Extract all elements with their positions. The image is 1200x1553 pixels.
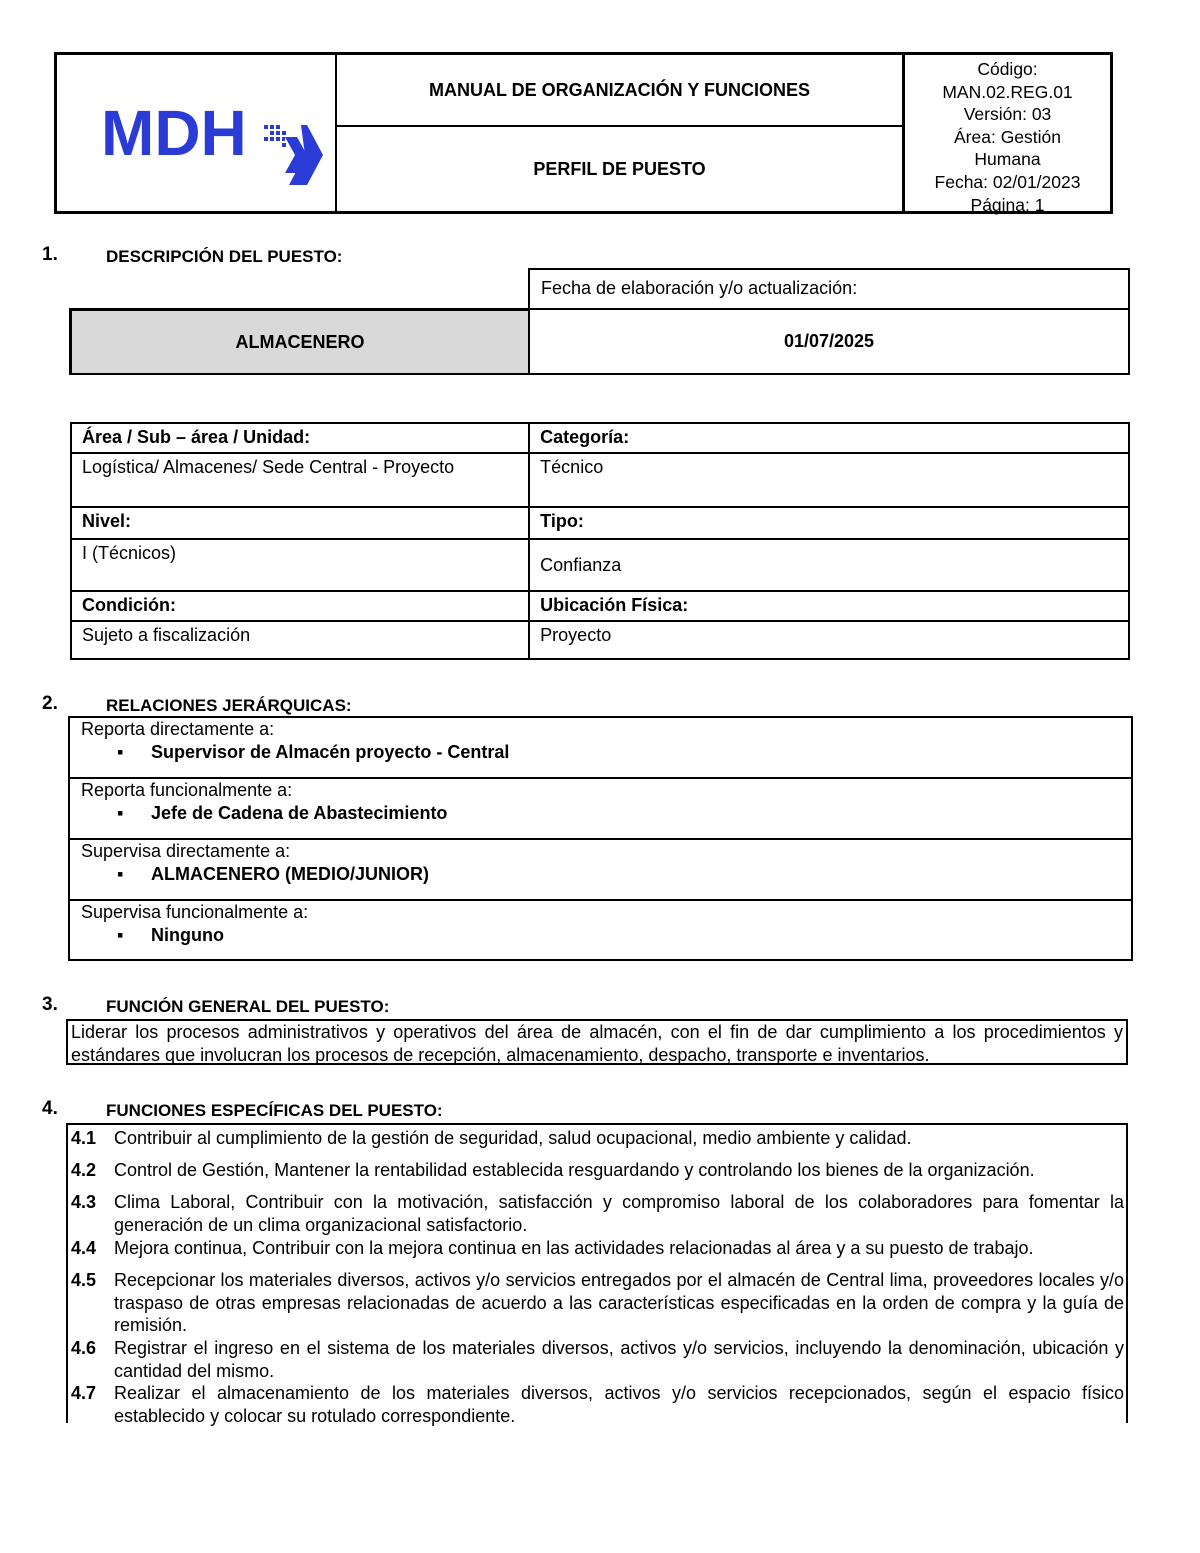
relation-row bbox=[70, 718, 1131, 779]
function-text: Mejora continua, Contribuir con la mejora continua en las actividades relacionadas al área y a su puesto de trabajo. bbox=[114, 1238, 1034, 1258]
code-label: Código: bbox=[977, 59, 1038, 79]
date-value-cell bbox=[528, 308, 1130, 375]
function-text: Contribuir al cumplimiento de la gestión de seguridad, salud ocupacional, medio ambiente y calidad. bbox=[114, 1128, 912, 1148]
doc-date: Fecha: 02/01/2023 bbox=[934, 171, 1081, 192]
date-value: 01/07/2025 bbox=[783, 331, 875, 351]
manual-title: MANUAL DE ORGANIZACIÓN Y FUNCIONES bbox=[337, 55, 902, 127]
page-number: Página: 1 bbox=[970, 194, 1045, 215]
relation-label: Supervisa funcionalmente a: bbox=[81, 902, 309, 922]
area-label: Área / Sub – área / Unidad: bbox=[71, 423, 529, 453]
document-code-info bbox=[902, 55, 1110, 215]
bullet-icon: ▪ bbox=[117, 742, 124, 762]
function-number: 4.7 bbox=[71, 1383, 97, 1403]
hierarchy-box bbox=[68, 716, 1133, 961]
relation-label: Reporta directamente a: bbox=[81, 719, 275, 739]
section-4-title: FUNCIONES ESPECÍFICAS DEL PUESTO: bbox=[106, 1101, 443, 1120]
level-value: I (Técnicos) bbox=[71, 539, 529, 591]
function-number: 4.4 bbox=[71, 1238, 97, 1258]
bullet-icon: ▪ bbox=[117, 803, 124, 823]
section-3-title: FUNCIÓN GENERAL DEL PUESTO: bbox=[106, 997, 390, 1016]
condition-value: Sujeto a fiscalización bbox=[71, 621, 529, 659]
condition-label: Condición: bbox=[71, 591, 529, 621]
relation-row bbox=[70, 779, 1131, 840]
relation-value: Jefe de Cadena de Abastecimiento bbox=[151, 803, 448, 823]
version: Versión: 03 bbox=[963, 104, 1052, 125]
location-value: Proyecto bbox=[529, 621, 1129, 659]
date-label-cell bbox=[528, 268, 1130, 310]
relation-label: Supervisa directamente a: bbox=[81, 841, 291, 861]
type-value: Confianza bbox=[529, 539, 1129, 591]
relation-value: Ninguno bbox=[151, 925, 224, 945]
function-text: Clima Laboral, Contribuir con la motivación, satisfacción y compromiso laboral de los colaboradores para fomentar la generación de un clima organizacional satisfactorio. bbox=[114, 1192, 1124, 1235]
svg-text:MDH: MDH bbox=[101, 97, 247, 169]
level-label: Nivel: bbox=[71, 507, 529, 539]
section-1-title: DESCRIPCIÓN DEL PUESTO: bbox=[106, 247, 343, 266]
relation-label: Reporta funcionalmente a: bbox=[81, 780, 293, 800]
position-cell bbox=[69, 308, 530, 375]
bullet-icon: ▪ bbox=[117, 925, 124, 945]
general-function-text: Liderar los procesos administrativos y operativos del área de almacén, con el fin de dar cumplimiento a los procedimientos y estándares que involucran los procesos de recepción, almacenamiento, despacho, transporte e inventarios. bbox=[71, 1022, 1123, 1065]
function-number: 4.2 bbox=[71, 1160, 97, 1180]
section-3-number: 3. bbox=[42, 994, 58, 1015]
section-2-number: 2. bbox=[42, 693, 58, 714]
function-number: 4.6 bbox=[71, 1338, 97, 1358]
function-text: Realizar el almacenamiento de los materiales diversos, activos y/o servicios recepcionados, según el espacio físico establecido y colocar su rotulado correspondiente. bbox=[114, 1383, 1124, 1426]
code-value: MAN.02.REG.01 bbox=[942, 81, 1073, 102]
type-label: Tipo: bbox=[529, 507, 1129, 539]
relation-row bbox=[70, 901, 1131, 959]
logo-cell bbox=[57, 55, 337, 211]
position-details-table bbox=[70, 422, 1130, 660]
company-logo bbox=[57, 55, 335, 211]
area-line-2: Humana bbox=[974, 149, 1041, 170]
section-2-title: RELACIONES JERÁRQUICAS: bbox=[106, 696, 352, 715]
section-1-number: 1. bbox=[42, 244, 58, 265]
location-label: Ubicación Física: bbox=[529, 591, 1129, 621]
function-number: 4.5 bbox=[71, 1270, 97, 1290]
relation-row bbox=[70, 840, 1131, 901]
specific-functions-box bbox=[66, 1123, 1128, 1426]
relation-value: Supervisor de Almacén proyecto - Central bbox=[151, 742, 510, 762]
function-text: Recepcionar los materiales diversos, activos y/o servicios entregados por el almacén de Central lima, proveedores locales y/o traspaso de otras empresas relacionadas de acuerdo a las características especificadas en la orden de compra y la guía de remisión. bbox=[114, 1270, 1124, 1336]
function-text: Control de Gestión, Mantener la rentabilidad establecida resguardando y controlando los bienes de la organización. bbox=[114, 1160, 1035, 1180]
function-text: Registrar el ingreso en el sistema de los materiales diversos, activos y/o servicios, incluyendo la denominación, ubicación y cantidad del mismo. bbox=[114, 1338, 1124, 1381]
function-number: 4.1 bbox=[71, 1128, 97, 1148]
category-value: Técnico bbox=[529, 453, 1129, 507]
position-name: ALMACENERO bbox=[235, 331, 365, 352]
section-4-number: 4. bbox=[42, 1098, 58, 1119]
area-value: Logística/ Almacenes/ Sede Central - Proyecto bbox=[71, 453, 529, 507]
bullet-icon: ▪ bbox=[117, 864, 124, 884]
area-line-1: Área: Gestión bbox=[954, 126, 1061, 147]
function-number: 4.3 bbox=[71, 1192, 97, 1212]
category-label: Categoría: bbox=[529, 423, 1129, 453]
profile-title: PERFIL DE PUESTO bbox=[533, 158, 706, 179]
date-label: Fecha de elaboración y/o actualización: bbox=[541, 278, 858, 298]
general-function-box bbox=[66, 1019, 1128, 1065]
relation-value: ALMACENERO (MEDIO/JUNIOR) bbox=[151, 864, 429, 884]
document-header bbox=[54, 52, 1113, 214]
